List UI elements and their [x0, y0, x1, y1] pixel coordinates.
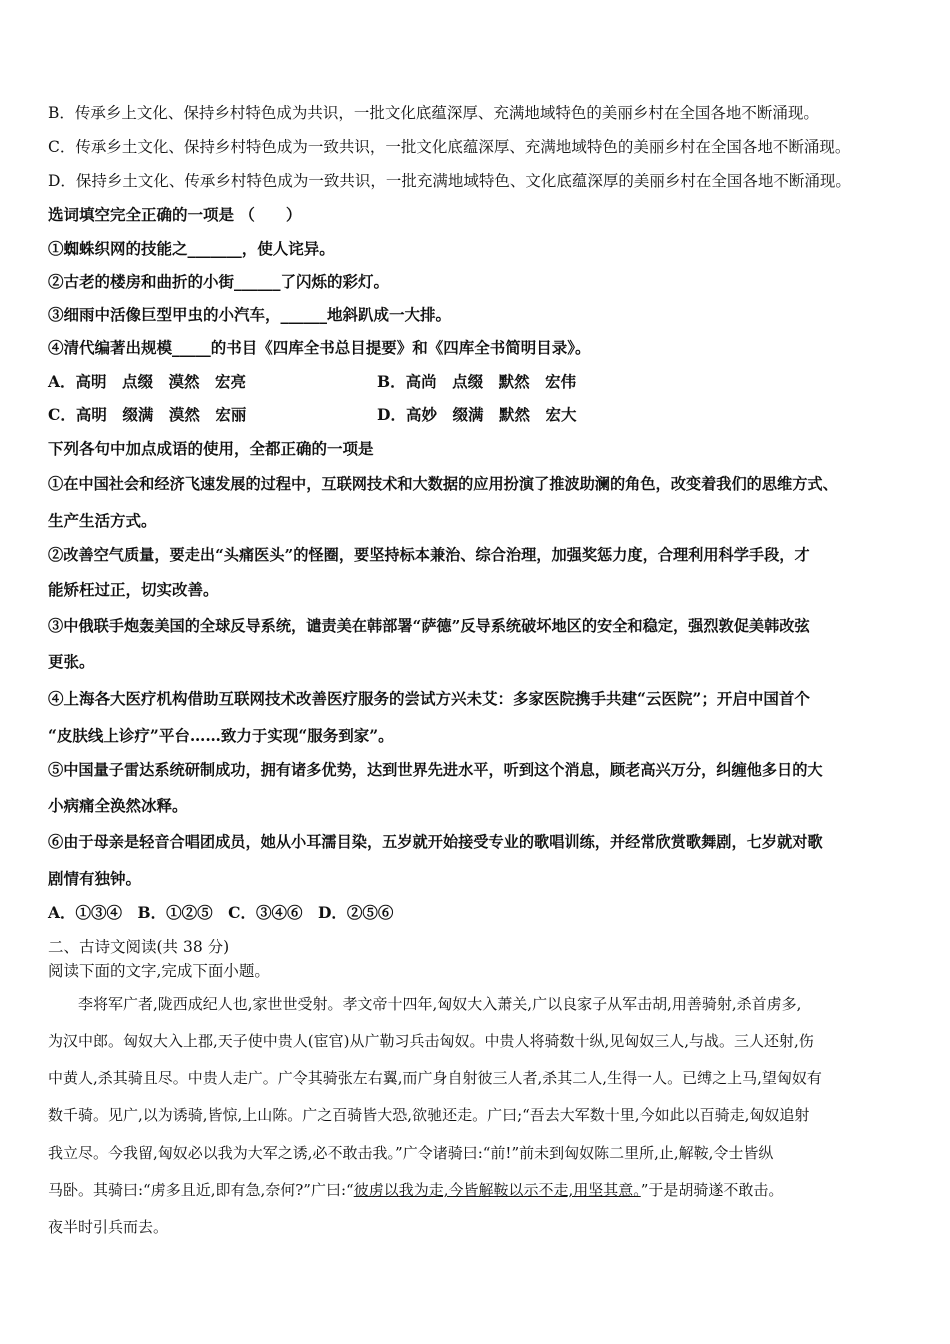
idiom-sentence-1a: ①在中国社会和经济飞速发展的过程中，互联网技术和大数据的应用扮演了推波助澜的角色，改变着我们的思维方式、: [48, 475, 838, 493]
idiom-sentence-6a: ⑥由于母亲是轻音合唱团成员，她从小耳濡目染，五岁就开始接受专业的歌唱训练，并经常欣赏歌舞剧，七岁就对歌: [48, 833, 823, 851]
idiom-options[interactable]: A．①③④ B．①②⑤ C．③④⑥ D．②⑤⑥: [48, 903, 394, 922]
passage-line-4: 数千骑。见广,以为诱骑,皆惊,上山陈。广之百骑皆大恐,欲驰还走。广曰;“吾去大军数十里,今如此以百骑走,匈奴追射: [48, 1106, 810, 1124]
idiom-sentence-2b: 能矫枉过正，切实改善。: [48, 580, 219, 599]
fill-option-b[interactable]: B．高尚 点缀 默然 宏伟: [377, 372, 577, 391]
fill-question-stem: 选词填空完全正确的一项是 （ ）: [48, 205, 302, 224]
passage-line-7: 夜半时引兵而去。: [48, 1218, 169, 1236]
idiom-sentence-4b: “皮肤线上诊疗”平台……致力于实现“服务到家”。: [48, 726, 394, 745]
fill-item-4: ④清代编著出规模_____的书目《四库全书总目提要》和《四库全书简明目录》。: [48, 338, 591, 357]
fill-option-c[interactable]: C．高明 缀满 漠然 宏丽: [48, 405, 247, 424]
idiom-sentence-4a: ④上海各大医疗机构借助互联网技术改善医疗服务的尝试方兴未艾：多家医院携手共建“云医院”；开启中国首个: [48, 689, 810, 708]
fill-item-2: ②古老的楼房和曲折的小街______了闪烁的彩灯。: [48, 272, 390, 291]
idiom-sentence-3a: ③中俄联手炮轰美国的全球反导系统，谴责美在韩部署“萨德”反导系统破坏地区的安全和稳定，强烈敦促美韩改弦: [48, 617, 810, 635]
prev-option-c[interactable]: C．传承乡土文化、保持乡村特色成为一致共识，一批文化底蕴深厚、充满地域特色的美丽乡村在全国各地不断涌现。: [48, 138, 851, 156]
idiom-question-stem: 下列各句中加点成语的使用，全都正确的一项是: [48, 439, 374, 458]
passage-line-5: 我立尽。今我留,匈奴必以我为大军之诱,必不敢击我。”广令诸骑曰:“前!”前未到匈奴陈二里所,止,解鞍,令士皆纵: [48, 1144, 774, 1162]
passage-line-3: 中黄人,杀其骑且尽。中贵人走广。广令其骑张左右翼,而广身自射彼三人者,杀其二人,生得一人。已缚之上马,望匈奴有: [48, 1069, 822, 1087]
prev-option-b[interactable]: B．传承乡上文化、保持乡村特色成为共识，一批文化底蕴深厚、充满地域特色的美丽乡村在全国各地不断涌现。: [48, 104, 819, 122]
fill-item-3: ③细雨中活像巨型甲虫的小汽车，______地斜趴成一大排。: [48, 305, 452, 324]
prev-option-d[interactable]: D．保持乡土文化、传承乡村特色成为一致共识，一批充满地域特色、文化底蕴深厚的美丽乡村在全国各地不断涌现。: [48, 172, 851, 190]
fill-option-d[interactable]: D．高妙 缀满 默然 宏大: [377, 405, 577, 424]
passage-line-6-pre: 马卧。其骑曰:“虏多且近,即有急,奈何?”广曰:“: [48, 1181, 354, 1199]
idiom-sentence-5b: 小病痛全涣然冰释。: [48, 796, 188, 815]
idiom-sentence-1b: 生产生活方式。: [48, 511, 157, 530]
idiom-sentence-5a: ⑤中国量子雷达系统研制成功，拥有诸多优势，达到世界先进水平，听到这个消息，顾老高兴万分，纠缠他多日的大: [48, 761, 823, 779]
section-2-heading: 二、古诗文阅读(共 38 分): [48, 938, 230, 956]
idiom-sentence-3b: 更张。: [48, 652, 95, 671]
idiom-sentence-2a: ②改善空气质量，要走出“头痛医头”的怪圈，要坚持标本兼治、综合治理，加强奖惩力度，合理利用科学手段，才: [48, 546, 810, 564]
fill-option-a[interactable]: A．高明 点缀 漠然 宏亮: [48, 372, 247, 391]
passage-line-2: 为汉中郎。匈奴大入上郡,天子使中贵人(宦官)从广勒习兵击匈奴。中贵人将骑数十纵,见匈奴三人,与战。三人还射,伤: [48, 1032, 814, 1050]
idiom-sentence-6b: 剧情有独钟。: [48, 869, 142, 888]
reading-instruction: 阅读下面的文字,完成下面小题。: [48, 962, 270, 980]
passage-line-6-post: ”于是胡骑遂不敢击。: [640, 1181, 784, 1199]
underlined-sentence: 彼虏以我为走,今皆解鞍以示不走,用坚其意。: [353, 1181, 641, 1199]
passage-line-1: 李将军广者,陇西成纪人也,家世世受射。孝文帝十四年,匈奴大入萧关,广以良家子从军击胡,用善骑射,杀首虏多,: [48, 995, 802, 1013]
fill-item-1: ①蜘蛛织网的技能之_______，使人诧异。: [48, 239, 335, 258]
passage-line-6: [48, 1180, 783, 1200]
